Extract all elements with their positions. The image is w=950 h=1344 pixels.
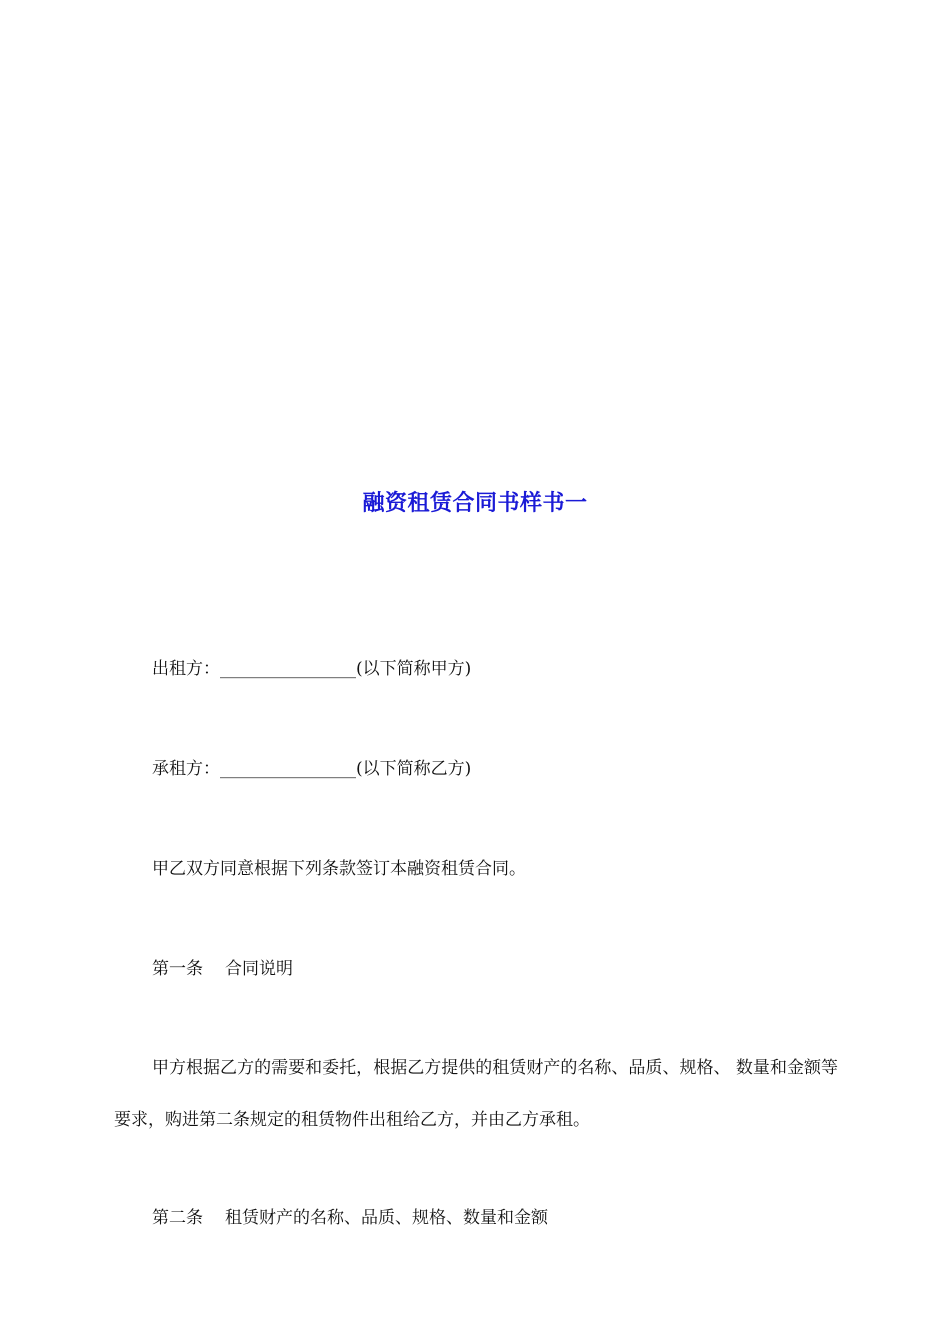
- article-1-body: 甲方根据乙方的需要和委托，根据乙方提供的租赁财产的名称、品质、规格、 数量和金额等要求，购进第二条规定的租赁物件出租给乙方，并由乙方承租。: [114, 1058, 838, 1130]
- agreement-statement: 甲乙双方同意根据下列条款签订本融资租赁合同。: [152, 859, 526, 879]
- lessee-line: 承租方：________________(以下简称乙方): [152, 759, 472, 779]
- article-2-number: 第二条: [152, 1208, 203, 1228]
- article-1-number: 第一条: [152, 959, 203, 979]
- lessor-line: 出租方：________________(以下简称甲方): [152, 659, 472, 679]
- document-title: 融资租赁合同书样书一: [362, 490, 588, 516]
- article-2-heading: [152, 1206, 548, 1230]
- article-1-title: 合同说明: [225, 959, 293, 979]
- article-2-title: 租赁财产的名称、品质、规格、数量和金额: [225, 1208, 548, 1228]
- article-1-heading: [152, 957, 293, 981]
